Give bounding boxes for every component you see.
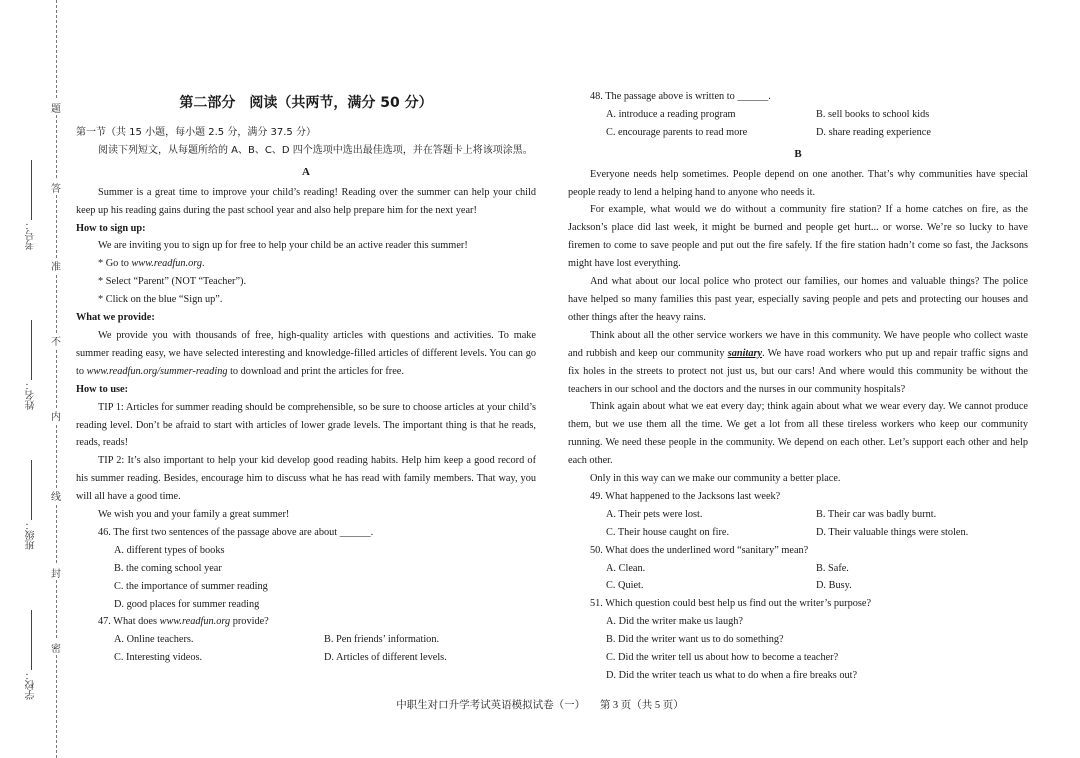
passage-b-p2: For example, what would we do without a community fire station? If a home catches on fire, as the Jackson’s place did last week, it might be burned and people get hurt... or worse. We’re so lucky to have firemen to come to save people and put out the fire safely. If the fire station hadn’t come so fast, the Jacksons might have lost everything.: [568, 204, 1028, 270]
option[interactable]: C. Quiet.: [606, 580, 644, 592]
field-label: 姓名：: [26, 380, 37, 410]
option[interactable]: B. the coming school year: [114, 562, 222, 574]
school-field[interactable]: [24, 610, 42, 700]
option-row: [568, 106, 1028, 124]
field-blank: [32, 160, 33, 220]
question-47: [76, 613, 536, 631]
field-label: 班级：: [26, 520, 37, 550]
page-footer: [0, 697, 1080, 712]
option[interactable]: D. Did the writer teach us what to do when a fire breaks out?: [606, 670, 858, 681]
stem-text: 47. What does: [98, 616, 160, 628]
provide-text-post: to download and print the articles for free.: [227, 365, 404, 377]
option[interactable]: A. introduce a reading program: [606, 108, 736, 120]
p4-post: . We have road workers who put up and repair traffic signs and fix holes in the streets to protect not just us, but our cars! And where would this community be without the teachers in our school and the doctors and the nurses in our community hospitals?: [568, 347, 1029, 395]
option[interactable]: C. Did the writer tell us about how to become a teacher?: [606, 652, 839, 664]
provide-heading: What we provide:: [76, 312, 155, 324]
use-heading: How to use:: [76, 383, 129, 395]
passage-b-p1: Everyone needs help sometimes. People depend on one another. That’s why communities have special people ready to lend a helping hand to anyone who needs it.: [568, 168, 1028, 198]
option[interactable]: C. Their house caught on fire.: [606, 526, 730, 538]
step-text: .: [202, 258, 205, 270]
option-row: [568, 577, 1028, 595]
option[interactable]: B. Pen friends’ information.: [324, 634, 440, 646]
passage-b-p3: And what about our local police who protect our families, our homes and valuable things? The police have helped so many families this past year, especially saving people and pets and protecting our houses and other things after the heavy rains.: [568, 276, 1028, 323]
name-field[interactable]: [24, 320, 42, 410]
option[interactable]: C. Interesting videos.: [114, 652, 203, 664]
instructions: 阅读下列短文，从每题所给的 A、B、C、D 四个选项中选出最佳选项，并在答题卡上将该项涂黑。: [98, 144, 533, 156]
page-number: 第 3 页（共 5 页）: [599, 700, 684, 711]
option[interactable]: D. Articles of different levels.: [324, 652, 447, 664]
option[interactable]: A. different types of books: [114, 544, 225, 556]
option[interactable]: A. Their pets were lost.: [606, 508, 703, 520]
signup-step-1: [76, 255, 536, 273]
option-row: [568, 124, 1028, 142]
option-row: [568, 524, 1028, 542]
binding-margin: [0, 0, 80, 758]
option[interactable]: C. the importance of summer reading: [114, 580, 268, 592]
signup-heading: How to sign up:: [76, 222, 146, 234]
option[interactable]: D. Busy.: [816, 580, 852, 592]
signup-step-3: * Click on the blue “Sign up”.: [98, 294, 223, 306]
step-text: * Go to: [98, 258, 132, 270]
question-49: 49. What happened to the Jacksons last week?: [590, 490, 781, 502]
option[interactable]: B. Their car was badly burnt.: [816, 508, 937, 520]
passage-a-letter: A: [302, 165, 310, 178]
passage-b-p4: [568, 327, 1028, 399]
option[interactable]: B. Did the writer want us to do something?: [606, 634, 784, 646]
seal-char: 封: [49, 565, 63, 580]
seal-char: 线: [49, 488, 63, 503]
option[interactable]: C. encourage parents to read more: [606, 126, 748, 138]
option[interactable]: A. Did the writer make us laugh?: [606, 616, 743, 628]
website-link: www.readfun.org/summer-reading: [86, 365, 228, 377]
field-blank: [32, 610, 33, 670]
class-field[interactable]: [24, 460, 42, 550]
underlined-word: sanitary: [727, 347, 763, 359]
option[interactable]: D. good places for summer reading: [114, 598, 260, 610]
seal-char: 题: [49, 100, 63, 115]
part-title: 第二部分 阅读（共两节，满分 50 分）: [179, 95, 433, 111]
option-row: [568, 506, 1028, 524]
exam-number-field[interactable]: [24, 160, 42, 250]
option[interactable]: D. Their valuable things were stolen.: [816, 526, 969, 538]
passage-b-p6: Only in this way can we make our community a better place.: [590, 473, 841, 485]
option[interactable]: A. Online teachers.: [114, 634, 194, 646]
field-blank: [32, 460, 33, 520]
option-row: [76, 649, 536, 667]
signup-step-2: * Select “Parent” (NOT “Teacher”).: [98, 276, 247, 288]
section-heading: 第一节（共 15 小题，每小题 2.5 分，满分 37.5 分）: [76, 127, 316, 138]
field-label: 考号：: [26, 220, 37, 250]
seal-char: 准: [49, 258, 63, 273]
stem-text: provide?: [230, 616, 269, 628]
seal-char: 内: [49, 408, 63, 423]
option[interactable]: D. share reading experience: [816, 126, 931, 138]
website-link: www.readfun.org: [159, 616, 231, 628]
option[interactable]: A. Clean.: [606, 562, 646, 574]
provide-text-pre: We provide you with thousands of free, high-quality articles with questions and activities. To make summer reading easy, we have selected interesting and knowledge-filled articles of different levels. You can go to: [76, 329, 536, 377]
seal-char: 密: [49, 640, 63, 655]
tip-2: TIP 2: It’s also important to help your kid develop good reading habits. Help him keep a good record of his summer reading. Besides, encourage him to discuss what he has read with family members. That way, you will all have a good time.: [76, 455, 536, 503]
passage-b-letter: B: [794, 147, 802, 160]
question-50: 50. What does the underlined word “sanitary” mean?: [590, 544, 809, 556]
option[interactable]: B. sell books to school kids: [816, 108, 930, 120]
question-46: 46. The first two sentences of the passage above are about ______.: [98, 526, 374, 538]
option-row: [568, 560, 1028, 578]
seal-char: 答: [49, 180, 63, 195]
question-48: 48. The passage above is written to ______.: [590, 91, 771, 102]
option[interactable]: B. Safe.: [816, 562, 849, 574]
field-label: 学校：: [26, 670, 37, 700]
field-blank: [32, 320, 33, 380]
question-51: 51. Which question could best help us find out the writer’s purpose?: [590, 598, 872, 610]
seal-char: 不: [49, 333, 63, 348]
option-row: [76, 631, 536, 649]
signup-intro: We are inviting you to sign up for free to help your child be an active reader this summer!: [98, 240, 468, 252]
website-link: www.readfun.org: [131, 258, 203, 270]
exam-title: 中职生对口升学考试英语模拟试卷（一）: [396, 700, 586, 711]
provide-text: [76, 327, 536, 381]
passage-a-intro: Summer is a great time to improve your child’s reading! Reading over the summer can help your child keep up his reading gains during the past school year and also help prepare him for the next year!: [76, 186, 536, 216]
left-column: [76, 92, 536, 667]
closing-line: We wish you and your family a great summer!: [98, 509, 290, 521]
tip-1: TIP 1: Articles for summer reading should be comprehensible, so be sure to choose articles at your child’s reading level. Don’t be afraid to start with articles of lower grade levels. The important thing is that he reads, reads, reads!: [76, 401, 536, 449]
right-column: [568, 88, 1028, 685]
passage-b-p5: Think again about what we eat every day; think again about what we wear every day. We cannot produce them, but we use them all the time. We get a lot from all these tireless workers who keep our community running. We need these people in the community. We depend on each other. Let’s support each other and help each other.: [568, 401, 1028, 467]
p4-pre: Think about all the other service workers we have in this community. We have people who collect waste and rubbish and keep our community: [568, 329, 1028, 359]
